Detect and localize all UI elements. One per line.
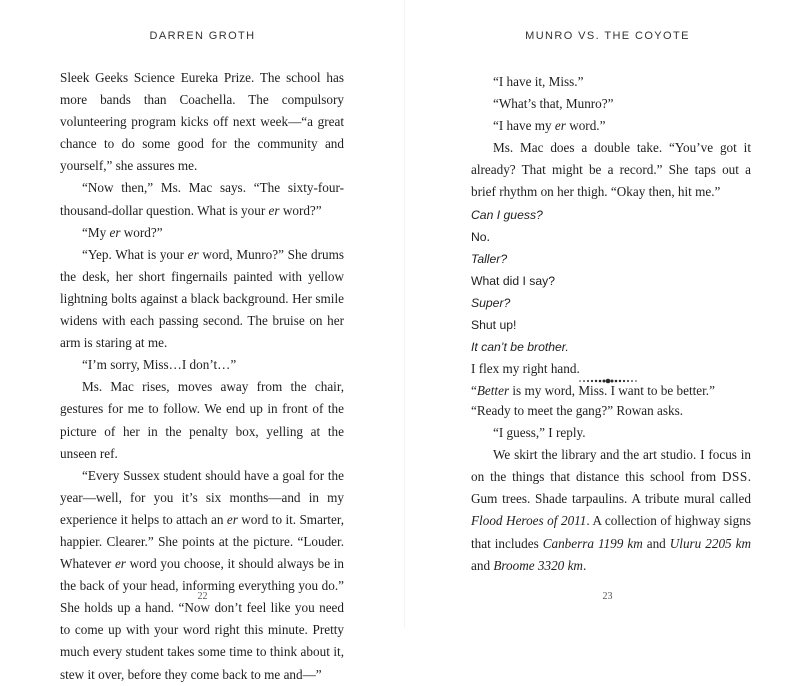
text-run: “Yep. What is your — [82, 246, 188, 262]
paragraph-r11 — [471, 336, 751, 358]
text-run: and — [471, 557, 494, 573]
text-run: er — [114, 556, 126, 572]
text-run: “I have my — [493, 118, 555, 134]
paragraph-r9 — [471, 292, 751, 314]
paragraph-r8 — [471, 270, 751, 292]
paragraph-p3 — [60, 222, 344, 244]
text-run: “I have it, Miss.” — [493, 74, 584, 89]
paragraph-r3 — [471, 115, 751, 137]
paragraph-r6 — [471, 226, 751, 248]
text-run: er — [109, 224, 121, 240]
text-run: Canberra 1199 km — [542, 535, 643, 551]
paragraph-r16 — [471, 444, 751, 577]
text-run: Uluru 2205 km — [669, 535, 751, 551]
text-run: DSS — [722, 469, 748, 485]
paragraph-p2 — [60, 177, 344, 221]
text-run: Shut up! — [471, 318, 517, 333]
text-run: word to it. Smarter, happier. Clearer.” She points at the picture. “Louder. Whatever — [60, 511, 344, 572]
paragraph-r10 — [471, 314, 751, 336]
text-run: is my word, Miss. I want to be better.” — [509, 383, 715, 399]
text-run: . — [582, 557, 587, 573]
text-run: I flex my right hand. — [471, 361, 580, 377]
text-run: No — [471, 229, 487, 244]
right-page-body-top — [471, 71, 751, 402]
paragraph-r15 — [471, 422, 751, 444]
paragraph-r1 — [471, 71, 751, 93]
paragraph-r2 — [471, 93, 751, 115]
paragraph-r7 — [471, 248, 751, 270]
text-run: We skirt the library and the art studio. I focus in on the things that distance this school from — [471, 447, 751, 485]
text-run: “Every Sussex student should have a goal for the year—well, for you it’s six months—and in my experience it helps to attach an — [60, 467, 344, 527]
text-run: Flood Heroes of 2011 — [471, 513, 587, 529]
text-run: and — [642, 535, 670, 551]
text-run: “What’s that, Munro?” — [493, 96, 614, 112]
paragraph-r4 — [471, 137, 751, 203]
text-run: . A collection of highway signs that includes — [471, 513, 751, 551]
text-run: Broome 3320 km — [493, 557, 583, 573]
text-run: word?” — [279, 202, 322, 218]
text-run: word.” — [565, 118, 606, 134]
right-page-body-bottom — [471, 400, 751, 577]
text-run: . Gum trees. Shade tarpaulins. A tribute mural called — [471, 469, 751, 507]
text-run: er — [554, 118, 566, 134]
text-run: Ms. Mac does a double take. “You’ve got it already? That might be a record.” She taps out a brief rhythm on her thigh. “Okay then, hit me.” — [471, 140, 751, 200]
text-run: Better — [476, 383, 510, 399]
paragraph-r14 — [471, 400, 751, 422]
paragraph-p5 — [60, 354, 344, 376]
text-run: It can’t be brother. — [471, 340, 569, 355]
text-run: Sleek Geeks Science Eureka Prize. The school has more bands than Coachella. The compulsory volunteering program kicks off next week—“a great chance to do some good for the community and yourself,” she assures me. — [60, 70, 344, 174]
paragraph-r5 — [471, 204, 751, 226]
paragraph-p7 — [60, 465, 344, 686]
page-number-left: 22 — [197, 591, 208, 602]
paragraph-p6 — [60, 376, 344, 464]
right-page — [405, 0, 810, 628]
text-run: “I guess,” I reply. — [493, 425, 586, 441]
section-break-ornament — [578, 377, 638, 385]
running-head-title: MUNRO VS. THE COYOTE — [525, 30, 690, 42]
paragraph-p4 — [60, 244, 344, 354]
text-run: “My — [82, 224, 110, 240]
running-head-author: DARREN GROTH — [149, 30, 256, 42]
text-run: “Ready to meet the gang?” Rowan asks. — [471, 403, 684, 418]
text-run: “I’m sorry, Miss…I don’t…” — [82, 357, 237, 373]
text-run: What did I say? — [471, 273, 555, 288]
text-run: er — [268, 202, 280, 218]
text-run: Can I guess? — [471, 207, 543, 222]
text-run: er — [226, 511, 238, 527]
text-run: “Now then,” Ms. Mac says. “The sixty-four-thousand-dollar question. What is your — [60, 180, 344, 218]
text-run: word you choose, it should always be in the back of your head, informing everything you do.” She holds up a hand. “Now don’t feel like you need to come up with your word right this minute. Pretty much every student takes some time to think about it, stew it over, before they come back to me and—” — [60, 556, 345, 682]
text-run: Ms. Mac rises, moves away from the chair, gestures for me to follow. We end up in front of the picture of her in the penalty box, yelling at the unseen ref. — [60, 379, 344, 461]
paragraph-p1 — [60, 67, 344, 177]
text-run: word?” — [120, 224, 163, 240]
text-run: “ — [471, 383, 477, 399]
page-number-right: 23 — [602, 591, 613, 602]
text-run: Super? — [471, 295, 511, 310]
text-run: . — [486, 228, 490, 244]
text-run: Taller? — [471, 251, 508, 266]
left-page — [0, 0, 405, 682]
text-run: word, Munro?” She drums the desk, her short fingernails painted with yellow lightning bolts against a black background. Her smile widens with each passing second. The bruise on her arm is staring at me. — [60, 246, 344, 351]
text-run: er — [187, 246, 199, 262]
